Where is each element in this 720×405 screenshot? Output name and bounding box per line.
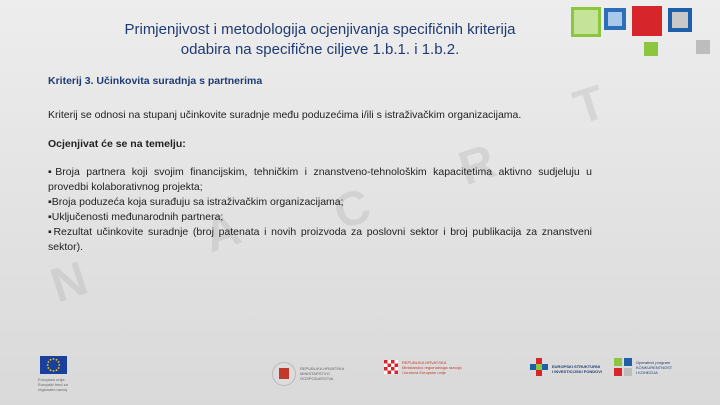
watermark-letter: N	[44, 251, 95, 314]
croatian-coat-of-arms-icon	[384, 360, 398, 378]
watermark-letter: R	[452, 134, 503, 197]
op-text: Operativni program KONKURENTNOST I KOHEZIJA	[636, 360, 673, 375]
criterion-heading: Kriterij 3. Učinkovita suradnja s partnerima	[48, 75, 263, 87]
list-item-text: Broja poduzeća koja surađuju sa istraživačkim organizacijama;	[51, 196, 344, 208]
list-item: ▪Uključenosti međunarodnih partnera;	[48, 211, 224, 223]
page-title	[40, 20, 600, 60]
list-item: ▪Broja poduzeća koja surađuju sa istraživačkim organizacijama;	[48, 196, 344, 208]
eu-caption: Europska unija Europski fond za regionalni razvoj	[38, 377, 68, 392]
watermark-letter: C	[327, 178, 378, 241]
basis-heading: Ocjenjivat će se na temelju:	[48, 138, 186, 150]
esif-text: EUROPSKI STRUKTURNI I INVESTICIJSKI FONDOVI	[552, 364, 603, 374]
eu-stars-icon	[40, 356, 67, 374]
criteria-list	[48, 165, 592, 255]
title-line-2: odabira na specifične ciljeve 1.b.1. i 1.b.2.	[180, 41, 460, 58]
list-item: ▪Broja partnera koji svojim financijskim, tehničkim i znanstveno-tehnološkim kapacitetima aktivno sudjeluju u provedbi kolaborativnog projekta;	[48, 166, 592, 193]
watermark-letter: T	[567, 75, 612, 136]
list-item-text: Rezultat učinkovite suradnje (broj patenata i novih proizvoda za poslovni sektor i broj publikacija za znanstveni sektor).	[48, 226, 592, 253]
footer-logos	[0, 340, 720, 405]
eu-flag-logo	[40, 356, 67, 374]
op-logo-icon	[614, 358, 632, 376]
esif-logo-icon	[530, 358, 548, 376]
deco-square-lightblue	[608, 12, 622, 26]
criterion-description: Kriterij se odnosi na stupanj učinkovite suradnje među poduzećima i/ili s istraživačkim organizacijama.	[48, 109, 522, 121]
government-text: REPUBLIKA HRVATSKA MINISTARSTVO GOSPODARSTVA	[300, 366, 345, 381]
ministry-text: REPUBLIKA HRVATSKA Ministarstvo regionalnoga razvoja i fondova Europske unije	[402, 360, 462, 375]
deco-square-grey	[672, 12, 688, 28]
government-emblem-icon	[272, 362, 296, 386]
deco-square-red	[632, 6, 662, 36]
deco-square-smallgreen	[644, 42, 658, 56]
title-line-1: Primjenjivost i metodologija ocjenjivanja specifičnih kriterija	[124, 21, 516, 38]
deco-square-smallgrey	[696, 40, 710, 54]
list-item: ▪Rezultat učinkovite suradnje (broj patenata i novih proizvoda za poslovni sektor i broj publikacija za znanstveni sektor).	[48, 226, 592, 253]
watermark-letter: A	[197, 201, 248, 264]
list-item-text: Uključenosti međunarodnih partnera;	[51, 211, 224, 223]
list-item-text: Broja partnera koji svojim financijskim, tehničkim i znanstveno-tehnološkim kapacitetima aktivno sudjeluju u provedbi kolaborativnog projekta;	[48, 166, 592, 193]
